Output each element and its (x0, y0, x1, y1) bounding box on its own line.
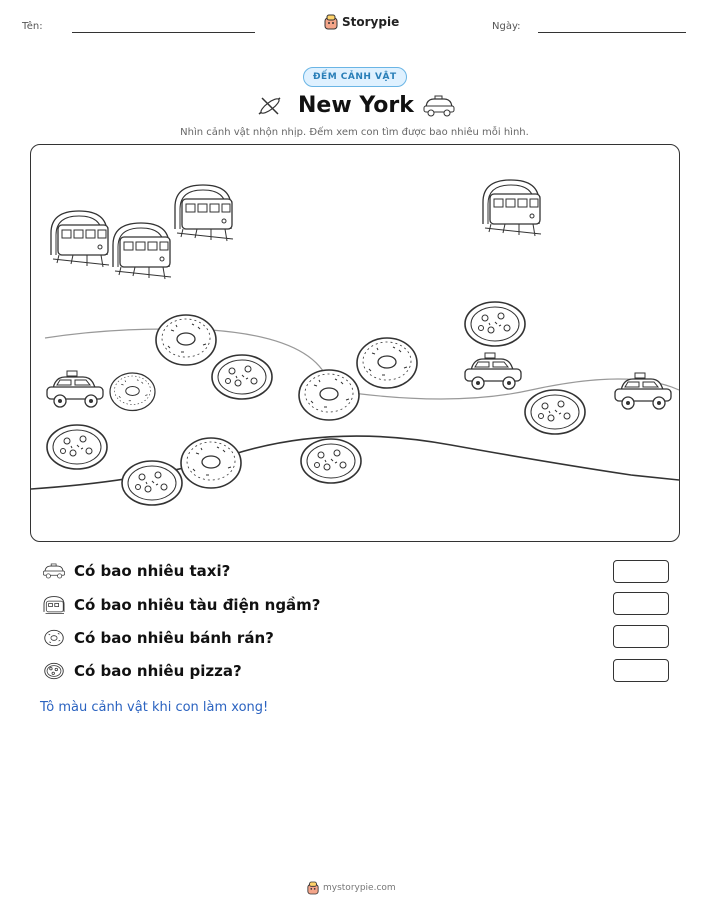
question-text: Có bao nhiêu tàu điện ngầm? (74, 596, 321, 614)
subway-4 (483, 180, 541, 236)
coloring-note: Tô màu cảnh vật khi con làm xong! (40, 700, 269, 715)
donut-icon (42, 628, 66, 648)
pizza-icon (42, 661, 66, 681)
pizza-3 (122, 461, 182, 505)
subway-3 (175, 185, 233, 241)
footer (307, 881, 396, 895)
page-subtitle: Nhìn cảnh vật nhộn nhịp. Đếm xem con tìm được bao nhiêu mỗi hình. (180, 127, 529, 138)
question-taxi (42, 562, 230, 580)
storypie-mascot-icon (324, 14, 338, 30)
activity-badge: ĐẾM CẢNH VẬT (303, 67, 407, 87)
brand-name: Storypie (342, 15, 400, 29)
date-label: Ngày: (492, 21, 521, 32)
subway-icon (42, 595, 66, 615)
answer-box-subway[interactable] (613, 592, 669, 615)
page-title: New York (298, 93, 414, 118)
name-line[interactable] (72, 32, 255, 33)
pizza-5 (465, 302, 525, 346)
taxi-2 (465, 353, 521, 389)
donut-1 (156, 315, 216, 365)
answer-box-donut[interactable] (613, 625, 669, 648)
pizza-6 (525, 390, 585, 434)
name-label: Tên: (22, 21, 43, 32)
answer-box-taxi[interactable] (613, 560, 669, 583)
pizza-1 (212, 355, 272, 399)
question-text: Có bao nhiêu pizza? (74, 662, 242, 680)
question-text: Có bao nhiêu bánh rán? (74, 629, 274, 647)
taxi-1 (47, 371, 103, 407)
pizza-2 (47, 425, 107, 469)
brand-logo (324, 14, 399, 30)
answer-box-pizza[interactable] (613, 659, 669, 682)
counting-scene (30, 144, 680, 542)
question-subway (42, 595, 321, 615)
taxi-3 (615, 373, 671, 409)
donut-4 (357, 338, 417, 388)
subway-2 (113, 223, 171, 279)
storypie-mascot-icon (307, 881, 319, 895)
donut-5 (181, 438, 241, 488)
taxi-icon (422, 94, 456, 118)
date-line[interactable] (538, 32, 686, 33)
question-donut (42, 628, 274, 648)
footer-url[interactable]: mystorypie.com (323, 883, 396, 893)
donut-2 (110, 373, 155, 411)
subway-1 (51, 211, 109, 267)
taxi-icon (42, 562, 66, 580)
question-text: Có bao nhiêu taxi? (74, 562, 231, 580)
pizza-4 (301, 439, 361, 483)
kayak-icon (256, 94, 284, 118)
donut-3 (299, 370, 359, 420)
question-pizza (42, 661, 242, 681)
